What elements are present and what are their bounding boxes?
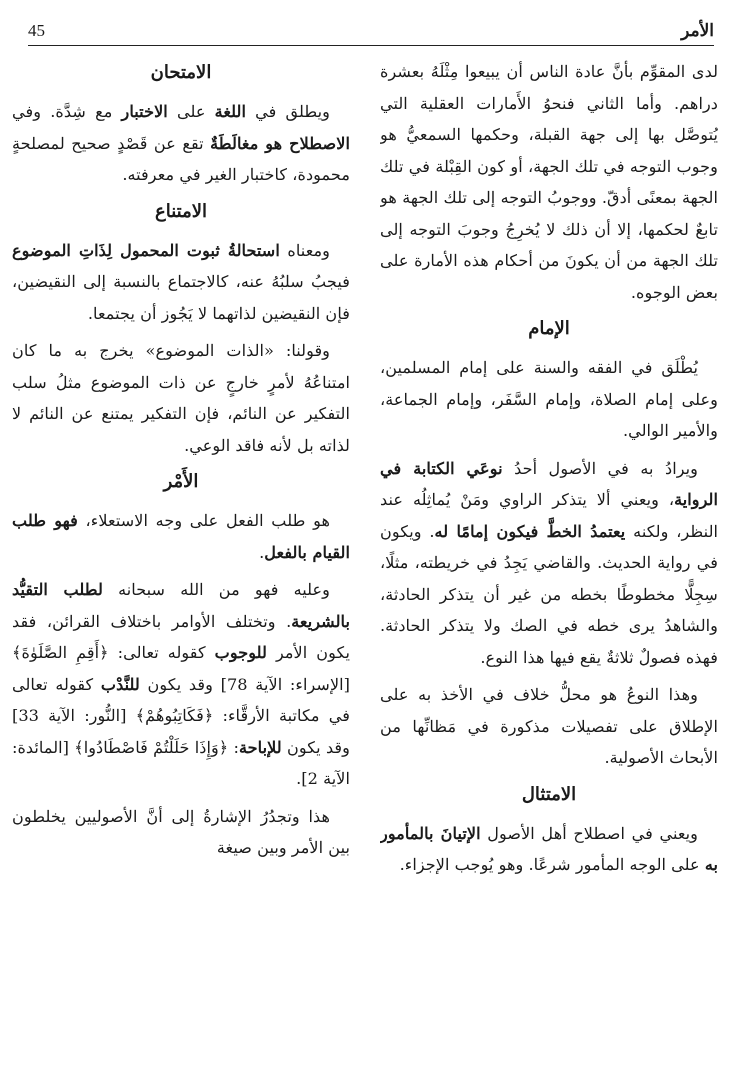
entry-title-imtihan: الامتحان <box>150 62 212 83</box>
imtithal-paragraph <box>380 818 718 881</box>
bold-term: الإتيانَ بالمأمور به <box>380 823 718 874</box>
text-run: . <box>259 542 265 562</box>
bold-term: للإباحة <box>239 737 282 757</box>
text-run: ومعناه <box>279 240 330 260</box>
running-title: الأمر <box>681 21 714 41</box>
entry-title-imam: الإمام <box>528 318 570 339</box>
page-number: 45 <box>28 21 45 40</box>
text-run: فيجبُ سلبُهُ عنه، كالاجتماع بالنسبة إلى النقيضين، فإن النقيضين لذاتهما لا يَجُوز أن يجتمعا. <box>12 272 350 323</box>
text-run: تقع عن قَصْدٍ صحيح لمصلحةٍ محمودة، كاختبار الغير في معرفته. <box>12 133 350 184</box>
bold-term: لطلب التقيُّد بالشريعة <box>12 580 350 631</box>
bold-term: للنَّدْب <box>100 674 140 694</box>
bold-term: يعتمدُ الخطَّ فيكون إمامًا له <box>434 521 626 541</box>
entry-title-imtina: الامتناع <box>155 200 207 222</box>
text-run: . وتختلف الأوامر باختلاف القرائن، فقد يكون الأمر <box>12 611 350 662</box>
amr-paragraph-3: هذا وتجدُرُ الإشارةُ إلى أنَّ الأصوليين يخلطون بين الأمر وبين صيغة <box>12 806 350 857</box>
imam-paragraph-3: وهذا النوعُ هو محلُّ خلاف في الأخذ به على الإطلاق على تفصيلات مذكورة في مَظانِّها من الأبحاث الأصولية. <box>380 685 718 767</box>
entry-title-amr: الأَمْر <box>163 471 199 492</box>
imtina-paragraph-1 <box>12 235 350 330</box>
text-run: مع شِدَّة. وفي <box>12 102 122 121</box>
text-run: هو طلب الفعل على وجه الاستعلاء، <box>77 511 331 530</box>
bold-term: نوعَي الكتابة في الرواية <box>380 458 718 509</box>
imam-paragraph-2 <box>380 453 718 674</box>
continuation-paragraph: لدى المقوِّم بأنَّ عادة الناس أن يبيعوا مِثْلَهُ بعشرة دراهم. وأما الثاني فنحوُ الأَمارات العقلية التي يُتوصَّل بها إلى جهة القبلة، وحكمها السمعيُّ هو وجوب التوجه في تلك الجهة، أو كون القِبْلة في تلك الجهة بمعنًى أدقّ. ووجوبُ التوجه إلى تلك الجهة هو تابعٌ لحكمها، إلا أن ذلك لا يُخرِجُ وجوبَ التوجه إلى تلك الجهة من أن يكونَ من أحكام هذه الأمارة على بعض الوجوه. <box>380 62 718 302</box>
bold-term: استحالةُ ثبوت المحمول لِذَاتِ الموضوع <box>12 240 280 260</box>
bold-term: للوجوب <box>214 643 267 662</box>
text-run: ويرادُ به في الأصول أحدُ <box>502 458 698 478</box>
text-run: وعليه فهو من الله سبحانه <box>102 580 330 599</box>
imtina-paragraph-2: وقولنا: «الذات الموضوع» يخرج به ما كان امتناعُهُ لأمرٍ خارجٍ عن ذات الموضوع مثلُ سلب التفكير عن النائم، فإن التفكير يمتنع عن النائم لا لذاته بل لأنه فاقد الوعي. <box>12 341 350 455</box>
text-run: على <box>167 102 215 121</box>
text-run: : ﴿وَإِذَا حَلَلْتُمْ فَاصْطَادُوا﴾ [المائدة: الآية 2]. <box>12 737 350 788</box>
amr-paragraph-2 <box>12 574 350 795</box>
imam-paragraph-1: يُطْلَق في الفقه والسنة على إمام المسلمين، وعلى إمام الصلاة، وإمام السَّفَر، وإمام الجماعة، والأمير الوالي. <box>380 358 718 440</box>
bold-term: اللغة <box>214 102 246 121</box>
left-column <box>12 56 350 1066</box>
text-run: ، ويعني ألا يتذكر الراوي ومَنْ يُماثِلُه عند النظر، ولكنه <box>380 490 718 541</box>
text-run: كقوله تعالى في مكاتبة الأرقَّاء: ﴿فَكَاتِبُوهُمْ﴾ [النُّور: الآية 33] وقد يكون <box>12 674 350 757</box>
text-run: ويعني في اصطلاح أهل الأصول <box>480 823 698 843</box>
text-run: كقوله تعالى: ﴿أَقِمِ الصَّلَوٰةَ﴾ [الإسراء: الآية 78] وقد يكون <box>12 643 350 694</box>
right-column <box>380 56 718 1066</box>
text-run: ويطلق في <box>245 102 330 121</box>
text-run: على الوجه المأمور شرعًا. وهو يُوجب الإجزاء. <box>399 855 705 874</box>
amr-paragraph-1 <box>12 505 350 568</box>
entry-title-imtithal: الامتثال <box>521 783 577 805</box>
bold-term: الاختبار <box>121 102 168 121</box>
imtihan-paragraph <box>12 96 350 191</box>
page-header <box>28 12 714 46</box>
text-run: . ويكون في رواية الحديث. والقاضي يَجِدُ في خريطته، مثلًا، سِجِلًّا مخطوطًا بخطه من غير أن يتذكر الحادثة، والشاهدُ يرى خطه في الصك ولا يتذكر الحادثة. فهذه فصولٌ ثلاثةٌ يقع فيها هذا النوع. <box>380 521 718 667</box>
bold-term: الاصطلاح هو مغالَطَةٌ <box>210 133 350 153</box>
bold-term: فهو طلب القيام بالفعل <box>12 511 350 562</box>
